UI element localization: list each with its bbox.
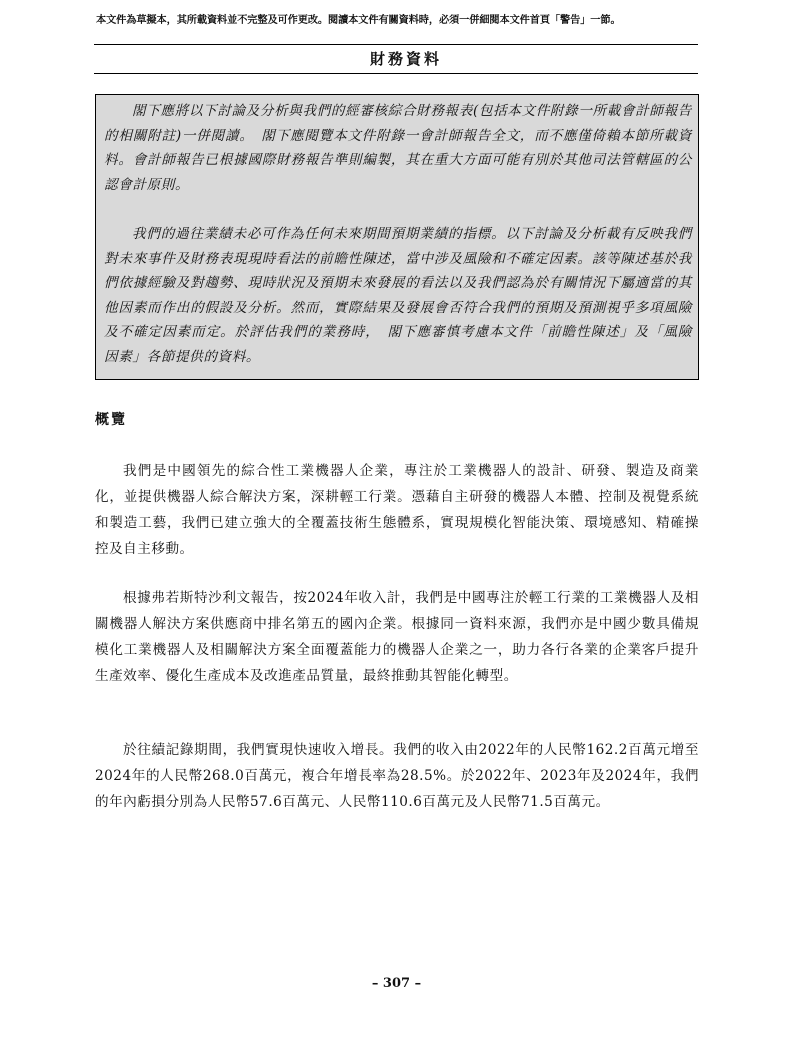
overview-paragraph: 於往績記錄期間，我們實現快速收入增長。我們的收入由2022年的人民幣162.2百萬元增至2024年的人民幣268.0百萬元，複合年增長率為28.5%。於2022年、2023年及2024年，我們的年內虧損分別為人民幣57.6百萬元、人民幣110.6百萬元及人民幣71.5百萬元。 bbox=[95, 742, 699, 810]
section-title: 財務資料 bbox=[369, 50, 442, 68]
page-number: – 307 – bbox=[371, 976, 422, 991]
notice-paragraph: 我們的過往業績未必可作為任何未來期間預期業績的指標。以下討論及分析載有反映我們對未來事件及財務表現現時看法的前瞻性陳述，當中涉及風險和不確定因素。該等陳述基於我們依據經驗及對趨勢、現時狀況及預期未來發展的看法以及我們認為於有關情況下屬適當的其他因素而作出的假設及分析。然而，實際結果及發展會否符合我們的預期及預測視乎多項風險及不確定因素而定。於評估我們的業務時， 閣下應審慎考慮本文件「前瞻性陳述」及「風險因素」各節提供的資料。 bbox=[104, 225, 692, 365]
header-rule-bottom bbox=[94, 73, 698, 74]
overview-paragraph: 我們是中國領先的綜合性工業機器人企業，專注於工業機器人的設計、研發、製造及商業化，並提供機器人綜合解決方案，深耕輕工行業。憑藉自主研發的機器人本體、控制及視覺系統和製造工藝，我們已建立強大的全覆蓋技術生態體系，實現規模化智能決策、環境感知、精確操控及自主移動。 bbox=[95, 463, 699, 557]
draft-notice: 本文件為草擬本，其所載資料並不完整及可作更改。閱讀本文件有關資料時，必須一併細閱本文件首頁「警告」一節。 bbox=[96, 14, 621, 26]
notice-paragraph: 閣下應將以下討論及分析與我們的經審核綜合財務報表(包括本文件附錄一所載會計師報告的相關附註)一併閱讀。 閣下應閱覽本文件附錄一會計師報告全文，而不應僅倚賴本節所載資料。會計師報告已根據國際財務報告準則編製，其在重大方面可能有別於其他司法管轄區的公認會計原則。 bbox=[104, 103, 692, 193]
header-rule-top bbox=[94, 44, 698, 45]
overview-heading: 概覽 bbox=[95, 412, 127, 428]
overview-paragraph: 根據弗若斯特沙利文報告，按2024年收入計，我們是中國專注於輕工行業的工業機器人及相關機器人解決方案供應商中排名第五的國內企業。根據同一資料來源，我們亦是中國少數具備規模化工業機器人及相關解決方案全面覆蓋能力的機器人企業之一，助力各行各業的企業客戶提升生產效率、優化生產成本及改進產品質量，最終推動其智能化轉型。 bbox=[95, 590, 699, 684]
notice-box bbox=[95, 94, 699, 380]
